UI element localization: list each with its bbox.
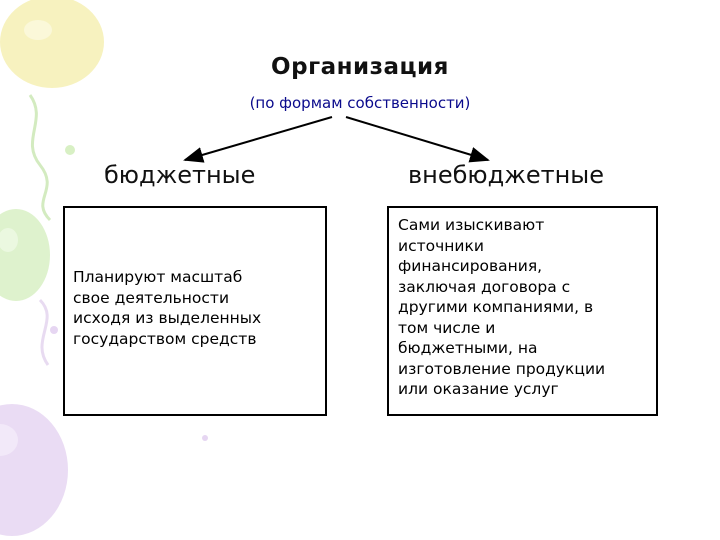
yellow-balloon-highlight — [24, 20, 52, 40]
small-dot-decoration — [202, 435, 208, 441]
small-dot-decoration — [65, 145, 75, 155]
yellow-balloon-shape — [0, 0, 104, 88]
category-nonbudget-label: внебюджетные — [408, 161, 604, 189]
green-balloon-shape — [0, 209, 50, 301]
diagram-title: Организация — [271, 54, 449, 80]
purple-balloon-shape — [0, 404, 68, 536]
category-budget-label: бюджетные — [104, 161, 256, 189]
swirl-decoration-lower — [40, 300, 48, 365]
nonbudget-description-box — [387, 206, 658, 416]
diagram-subtitle: (по формам собственности) — [249, 94, 471, 112]
swirl-decoration — [30, 95, 50, 220]
nonbudget-description-text: Сами изыскивают источники финансирования, заключая договора с другими компаниями, в том числе и бюджетными, на изготовление продукции или оказание услуг — [398, 216, 606, 398]
budget-description-text: Планируют масштаб свое деятельности исходя из выделенных государством средств — [73, 268, 262, 348]
small-dot-decoration — [50, 326, 58, 334]
budget-description-box — [63, 206, 327, 416]
